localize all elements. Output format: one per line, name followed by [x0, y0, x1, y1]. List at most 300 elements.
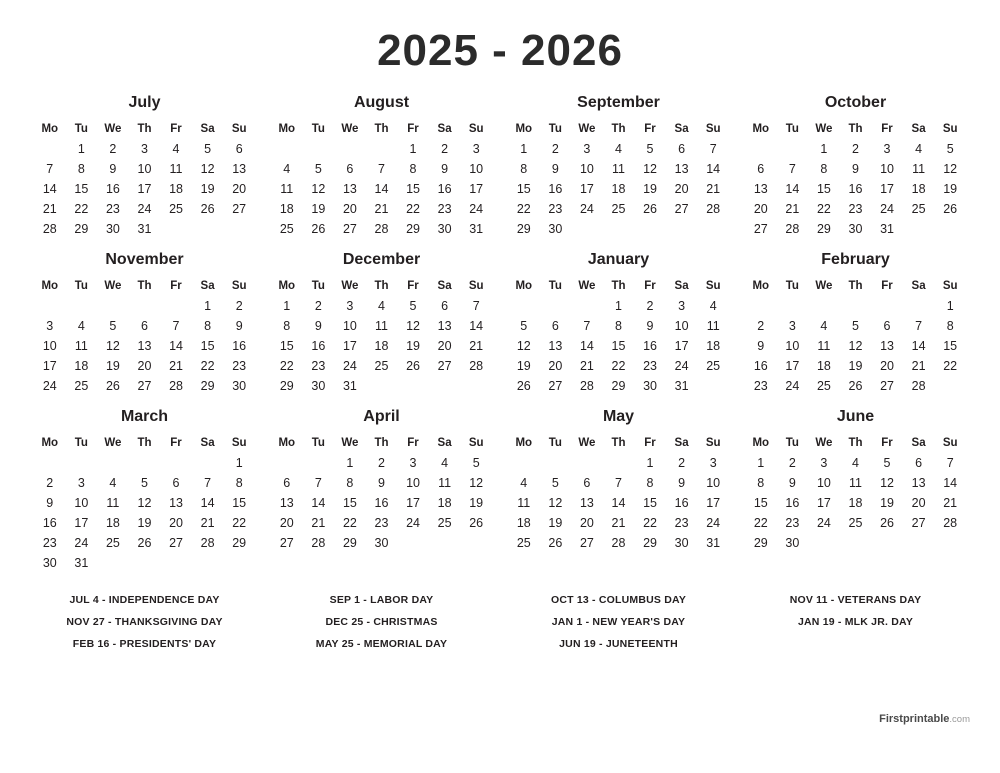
week-row — [34, 376, 255, 396]
day-cell: 15 — [753, 496, 768, 510]
month-block — [267, 251, 496, 396]
weekday-header: Fr — [170, 280, 182, 292]
day-cell: 10 — [880, 162, 894, 176]
day-cell: 29 — [643, 536, 657, 550]
week-row — [271, 219, 492, 239]
day-cell-weekend: 22 — [200, 359, 215, 373]
day-cell-weekend: 11 — [706, 319, 720, 333]
day-cell: 21 — [579, 359, 594, 373]
day-cell: 7 — [314, 476, 322, 490]
day-cell: 6 — [883, 319, 891, 333]
day-cell-empty — [745, 139, 777, 159]
day-cell-empty — [460, 376, 492, 396]
day-cell: 20 — [137, 359, 152, 373]
weekday-header: Fr — [170, 123, 182, 135]
day-cell: 1 — [77, 142, 85, 156]
day-cell-empty — [66, 453, 98, 473]
day-cell-empty — [192, 553, 224, 573]
day-cell: 23 — [753, 379, 768, 393]
week-row — [508, 336, 729, 356]
day-cell-weekend: 6 — [441, 299, 449, 313]
day-cell-weekend: 2 — [678, 456, 686, 470]
weekday-header: We — [341, 437, 359, 449]
day-cell: 20 — [342, 202, 357, 216]
day-cell: 11 — [517, 496, 531, 510]
day-cell: 29 — [816, 222, 831, 236]
day-cell: 11 — [106, 496, 120, 510]
weekday-header: Mo — [515, 123, 533, 135]
weekday-header: Mo — [752, 123, 770, 135]
day-cell: 23 — [785, 516, 800, 530]
day-cell-empty — [777, 139, 809, 159]
holiday-legend — [30, 589, 970, 655]
day-cell-empty — [697, 376, 729, 396]
day-cell: 22 — [753, 516, 768, 530]
footer-brand-name: Firstprintable — [879, 713, 950, 725]
day-cell-weekend: 14 — [706, 162, 721, 176]
day-cell: 12 — [848, 339, 863, 353]
day-cell: 26 — [311, 222, 326, 236]
week-row — [271, 139, 492, 159]
day-cell-weekend: 9 — [441, 162, 449, 176]
day-cell-weekend: 19 — [200, 182, 215, 196]
day-cell: 6 — [757, 162, 765, 176]
day-cell: 31 — [342, 379, 357, 393]
day-cell: 12 — [137, 496, 152, 510]
day-cell: 21 — [374, 202, 389, 216]
day-cell-weekend: 24 — [674, 359, 689, 373]
day-cell: 4 — [614, 142, 622, 156]
weekday-header: We — [104, 123, 122, 135]
holiday-column — [504, 589, 733, 655]
day-cell-empty — [160, 453, 192, 473]
day-cell: 7 — [46, 162, 54, 176]
day-cell: 19 — [311, 202, 326, 216]
day-cell-empty — [871, 296, 903, 316]
weekday-header-row — [508, 278, 729, 296]
weekday-header: Fr — [407, 437, 419, 449]
day-cell-weekend: 14 — [200, 496, 215, 510]
weekday-header: Th — [611, 437, 626, 449]
week-row — [34, 453, 255, 473]
weekday-header: Mo — [515, 437, 533, 449]
weekday-header: Sa — [674, 280, 689, 292]
day-cell: 15 — [516, 182, 531, 196]
weekday-header: Sa — [437, 437, 452, 449]
day-cell: 25 — [74, 379, 89, 393]
day-cell: 13 — [579, 496, 594, 510]
day-cell: 5 — [883, 456, 891, 470]
day-cell-weekend: 20 — [232, 182, 247, 196]
day-cell-empty — [903, 296, 935, 316]
day-cell: 19 — [643, 182, 657, 196]
weekday-header: Tu — [785, 123, 799, 135]
day-cell-empty — [508, 453, 540, 473]
day-cell: 15 — [406, 182, 420, 196]
day-cell-weekend: 16 — [232, 339, 247, 353]
day-cell: 2 — [646, 299, 654, 313]
day-cell-weekend: 6 — [235, 142, 243, 156]
day-cell: 15 — [816, 182, 831, 196]
day-cell: 21 — [311, 516, 326, 530]
weekday-header: Mo — [41, 123, 59, 135]
month-table — [508, 121, 729, 239]
day-cell-empty — [603, 453, 635, 473]
day-cell-weekend: 17 — [706, 496, 721, 510]
day-cell-weekend: 31 — [706, 536, 721, 550]
weekday-header: Fr — [881, 123, 893, 135]
day-cell-weekend: 10 — [469, 162, 484, 176]
day-cell-empty — [934, 533, 966, 553]
weekday-header: Tu — [311, 437, 325, 449]
day-cell: 21 — [611, 516, 626, 530]
week-row — [34, 513, 255, 533]
footer-brand-tld: .com — [949, 714, 970, 725]
weekday-header: Th — [374, 123, 389, 135]
day-cell-empty — [303, 453, 335, 473]
month-block — [30, 408, 259, 573]
week-row — [508, 199, 729, 219]
day-cell: 9 — [46, 496, 54, 510]
day-cell-weekend: 28 — [200, 536, 215, 550]
day-cell: 27 — [169, 536, 183, 550]
day-cell: 5 — [520, 319, 528, 333]
day-cell-empty — [223, 553, 255, 573]
holiday-item: DEC 25 - CHRISTMAS — [325, 616, 438, 628]
month-table — [34, 435, 255, 573]
weekday-header: Th — [848, 437, 863, 449]
day-cell: 15 — [643, 496, 657, 510]
day-cell: 11 — [848, 476, 862, 490]
day-cell: 10 — [785, 339, 800, 353]
day-cell: 8 — [520, 162, 528, 176]
week-row — [508, 356, 729, 376]
weekday-header: Fr — [644, 280, 656, 292]
day-cell-weekend: 13 — [674, 162, 689, 176]
weekday-header: Mo — [515, 280, 533, 292]
day-cell: 20 — [753, 202, 768, 216]
day-cell: 3 — [583, 142, 591, 156]
day-cell: 29 — [342, 536, 357, 550]
day-cell: 14 — [42, 182, 57, 196]
day-cell: 7 — [614, 476, 622, 490]
day-cell-weekend: 7 — [709, 142, 717, 156]
day-cell: 3 — [140, 142, 148, 156]
day-cell: 9 — [377, 476, 385, 490]
day-cell-weekend: 16 — [674, 496, 689, 510]
day-cell-empty — [840, 296, 872, 316]
holiday-column — [741, 589, 970, 655]
month-name: September — [577, 94, 660, 111]
weekday-header: Tu — [785, 437, 799, 449]
week-row — [34, 553, 255, 573]
month-block — [741, 408, 970, 573]
weekday-header: Fr — [881, 280, 893, 292]
day-cell: 8 — [346, 476, 354, 490]
day-cell: 31 — [137, 222, 152, 236]
week-row — [34, 296, 255, 316]
day-cell-empty — [808, 533, 840, 553]
day-cell-holiday: 19 — [880, 496, 894, 510]
week-row — [271, 316, 492, 336]
day-cell: 11 — [817, 339, 831, 353]
weekday-header: Sa — [200, 437, 215, 449]
day-cell: 10 — [816, 476, 831, 490]
month-block — [741, 94, 970, 239]
day-cell: 16 — [311, 339, 326, 353]
day-cell: 12 — [880, 476, 894, 490]
day-cell: 6 — [172, 476, 180, 490]
day-cell-empty — [934, 219, 966, 239]
page-title: 2025 - 2026 — [377, 26, 623, 75]
day-cell-weekend: 26 — [200, 202, 215, 216]
day-cell: 26 — [105, 379, 120, 393]
day-cell-holiday: 11 — [74, 339, 88, 353]
day-cell-weekend: 24 — [706, 516, 721, 530]
day-cell: 5 — [851, 319, 859, 333]
day-cell: 20 — [279, 516, 294, 530]
day-cell-empty — [697, 219, 729, 239]
day-cell-weekend: 28 — [706, 202, 721, 216]
weekday-header-row — [745, 435, 966, 453]
week-row — [745, 453, 966, 473]
weekday-header: Su — [231, 280, 247, 292]
day-cell-weekend: 27 — [232, 202, 247, 216]
day-cell: 29 — [516, 222, 531, 236]
weekday-header: Tu — [74, 123, 88, 135]
day-cell-weekend: 27 — [911, 516, 926, 530]
day-cell: 11 — [280, 182, 294, 196]
week-row — [34, 473, 255, 493]
day-cell-empty — [129, 453, 161, 473]
day-cell: 4 — [109, 476, 117, 490]
day-cell-weekend: 31 — [469, 222, 484, 236]
day-cell-weekend: 24 — [469, 202, 484, 216]
month-block — [504, 408, 733, 573]
day-cell-weekend: 21 — [469, 339, 484, 353]
day-cell: 17 — [579, 182, 594, 196]
day-cell: 10 — [137, 162, 152, 176]
week-row — [745, 473, 966, 493]
day-cell: 16 — [42, 516, 57, 530]
day-cell-holiday: 25 — [516, 536, 531, 550]
day-cell-weekend: 29 — [200, 379, 215, 393]
weekday-header: We — [815, 437, 833, 449]
month-name: July — [128, 94, 161, 111]
weekday-header: Th — [611, 280, 626, 292]
day-cell: 13 — [548, 339, 563, 353]
week-row — [34, 356, 255, 376]
day-cell: 28 — [311, 536, 326, 550]
day-cell: 7 — [377, 162, 385, 176]
day-cell-empty — [634, 219, 666, 239]
day-cell-weekend: 6 — [915, 456, 923, 470]
day-cell-weekend: 11 — [438, 476, 452, 490]
day-cell-empty — [160, 553, 192, 573]
day-cell-weekend: 15 — [232, 496, 247, 510]
weekday-header: Su — [231, 123, 247, 135]
day-cell-weekend: 27 — [437, 359, 452, 373]
day-cell: 16 — [374, 496, 389, 510]
day-cell: 6 — [140, 319, 148, 333]
day-cell: 9 — [551, 162, 559, 176]
day-cell-holiday: 4 — [172, 142, 180, 156]
day-cell: 2 — [46, 476, 54, 490]
day-cell: 11 — [374, 319, 388, 333]
week-row — [271, 296, 492, 316]
day-cell: 29 — [279, 379, 294, 393]
day-cell-weekend: 18 — [911, 182, 926, 196]
day-cell: 1 — [346, 456, 354, 470]
holiday-item: JAN 19 - MLK JR. DAY — [797, 616, 914, 628]
holiday-item: JAN 1 - NEW YEAR'S DAY — [551, 616, 686, 628]
weekday-header-row — [34, 121, 255, 139]
day-cell-weekend: 4 — [915, 142, 923, 156]
week-row — [271, 376, 492, 396]
weekday-header: Th — [848, 123, 863, 135]
holiday-item: FEB 16 - PRESIDENTS' DAY — [72, 638, 217, 650]
day-cell: 20 — [548, 359, 563, 373]
day-cell: 18 — [169, 182, 183, 196]
day-cell-empty — [97, 453, 129, 473]
month-block — [267, 408, 496, 573]
month-table — [745, 121, 966, 239]
day-cell: 14 — [579, 339, 594, 353]
day-cell-weekend: 3 — [678, 299, 686, 313]
week-row — [34, 533, 255, 553]
weekday-header: Th — [611, 123, 626, 135]
holiday-item: JUL 4 - INDEPENDENCE DAY — [69, 594, 220, 606]
week-row — [271, 453, 492, 473]
day-cell: 23 — [548, 202, 563, 216]
day-cell-empty — [129, 296, 161, 316]
weekday-header: We — [341, 123, 359, 135]
day-cell: 28 — [785, 222, 800, 236]
day-cell: 14 — [169, 339, 183, 353]
week-row — [271, 179, 492, 199]
day-cell: 2 — [551, 142, 559, 156]
month-name: August — [353, 94, 410, 111]
day-cell-empty — [397, 376, 429, 396]
day-cell: 24 — [579, 202, 594, 216]
weekday-header: Fr — [407, 280, 419, 292]
day-cell: 2 — [788, 456, 796, 470]
day-cell-weekend: 4 — [441, 456, 449, 470]
day-cell: 10 — [406, 476, 420, 490]
day-cell: 7 — [172, 319, 180, 333]
day-cell: 5 — [109, 319, 117, 333]
day-cell: 22 — [279, 359, 294, 373]
day-cell-empty — [160, 296, 192, 316]
day-cell: 8 — [409, 162, 417, 176]
day-cell: 21 — [785, 202, 800, 216]
day-cell: 10 — [74, 496, 89, 510]
day-cell-weekend: 30 — [232, 379, 247, 393]
weekday-header: Th — [848, 280, 863, 292]
day-cell: 5 — [409, 299, 417, 313]
month-table — [508, 435, 729, 553]
week-row — [508, 139, 729, 159]
day-cell: 17 — [342, 339, 357, 353]
weekday-header: Tu — [548, 280, 562, 292]
day-cell: 22 — [74, 202, 89, 216]
day-cell-empty — [540, 453, 572, 473]
week-row — [271, 336, 492, 356]
day-cell-weekend: 28 — [469, 359, 484, 373]
weekday-header: Mo — [41, 437, 59, 449]
day-cell: 28 — [579, 379, 594, 393]
day-cell-empty — [903, 219, 935, 239]
day-cell-weekend: 2 — [235, 299, 243, 313]
day-cell: 3 — [77, 476, 85, 490]
day-cell: 14 — [611, 496, 626, 510]
day-cell: 29 — [406, 222, 420, 236]
footer-brand — [879, 713, 970, 725]
weekday-header: Th — [137, 437, 152, 449]
day-cell-weekend: 4 — [709, 299, 717, 313]
day-cell-weekend: 10 — [706, 476, 721, 490]
day-cell: 26 — [848, 379, 863, 393]
day-cell: 12 — [406, 319, 420, 333]
day-cell: 10 — [342, 319, 357, 333]
week-row — [34, 179, 255, 199]
month-table — [34, 278, 255, 396]
weekday-header: Sa — [200, 280, 215, 292]
day-cell: 8 — [757, 476, 765, 490]
weekday-header: Fr — [644, 123, 656, 135]
week-row — [34, 336, 255, 356]
weekday-header: Su — [468, 123, 484, 135]
day-cell: 7 — [583, 319, 591, 333]
week-row — [271, 159, 492, 179]
day-cell: 2 — [851, 142, 859, 156]
weekday-header: We — [104, 437, 122, 449]
month-block — [267, 94, 496, 239]
day-cell: 24 — [785, 379, 800, 393]
day-cell-weekend: 13 — [911, 476, 926, 490]
day-cell-empty — [745, 296, 777, 316]
day-cell: 18 — [848, 496, 863, 510]
day-cell: 21 — [42, 202, 57, 216]
weekday-header: Th — [137, 280, 152, 292]
day-cell-weekend: 25 — [437, 516, 452, 530]
day-cell-weekend: 17 — [469, 182, 484, 196]
weekday-header: We — [815, 123, 833, 135]
day-cell: 18 — [611, 182, 626, 196]
month-name: March — [120, 408, 169, 425]
week-row — [508, 219, 729, 239]
week-row — [508, 159, 729, 179]
day-cell-holiday: 25 — [374, 359, 389, 373]
weekday-header: Tu — [311, 123, 325, 135]
month-table — [271, 435, 492, 553]
day-cell: 27 — [279, 536, 294, 550]
day-cell: 17 — [816, 496, 831, 510]
weekday-header: Th — [374, 437, 389, 449]
day-cell-empty — [129, 553, 161, 573]
day-cell-weekend: 19 — [943, 182, 958, 196]
weekday-header: Mo — [278, 280, 296, 292]
day-cell-empty — [160, 219, 192, 239]
day-cell-weekend: 3 — [709, 456, 717, 470]
day-cell: 4 — [820, 319, 828, 333]
week-row — [34, 139, 255, 159]
weekday-header: Su — [231, 437, 247, 449]
week-row — [745, 199, 966, 219]
day-cell: 17 — [137, 182, 152, 196]
week-row — [745, 493, 966, 513]
day-cell: 6 — [551, 319, 559, 333]
